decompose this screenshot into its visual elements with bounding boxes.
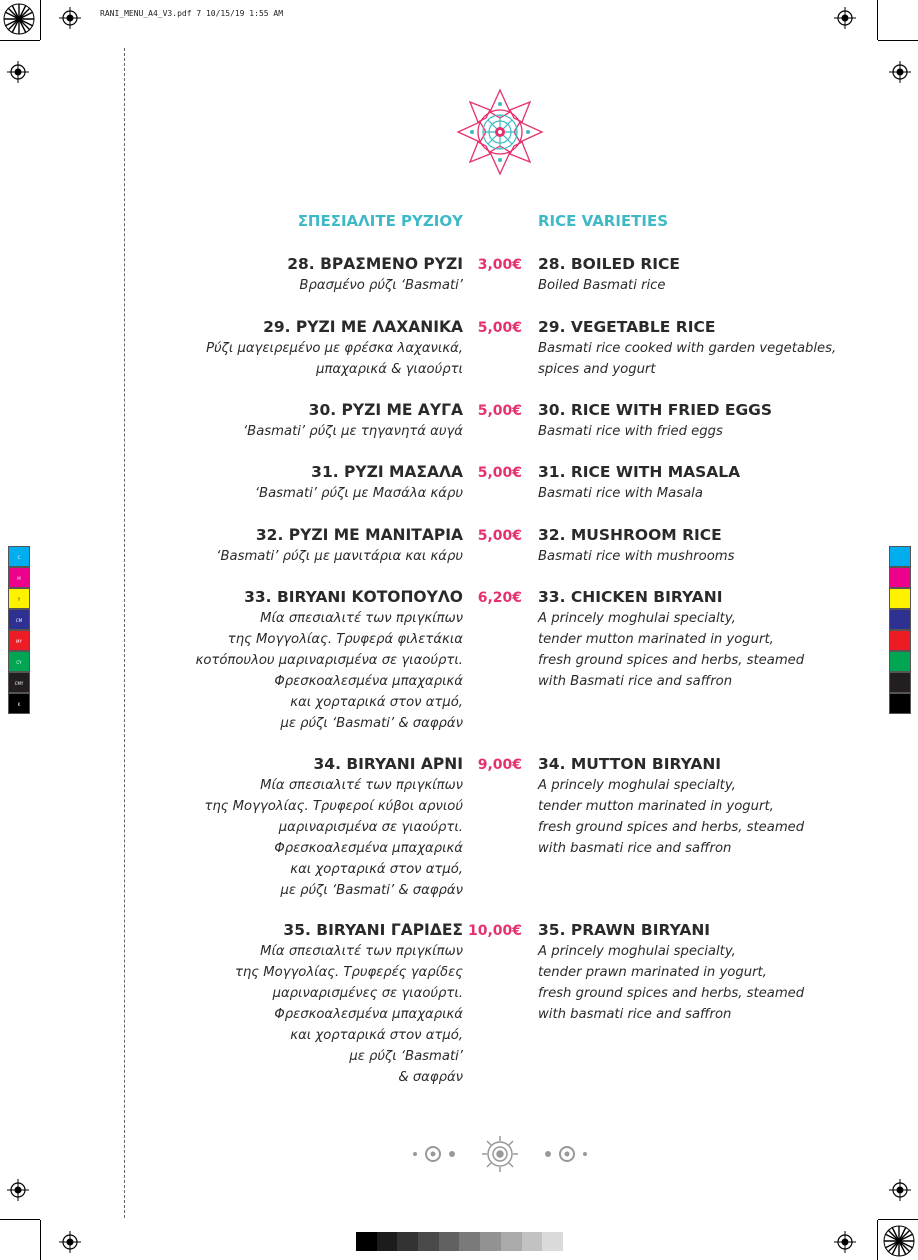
- crop-mark: [877, 1220, 878, 1260]
- crop-mark: [878, 1219, 918, 1220]
- menu-item-english: 35. PRAWN BIRYANI A princely moghulai specialty, tender prawn marinated in yogurt, fresh ground spices and herbs, steamed with basmati rice and saffron: [538, 921, 805, 1022]
- registration-mark-icon: [59, 1231, 81, 1253]
- grayscale-bar: [356, 1232, 563, 1251]
- english-section-header: RICE VARIETIES: [538, 212, 669, 230]
- menu-item-price: 5,00€: [477, 320, 522, 336]
- print-slug: RANI_MENU_A4_V3.pdf 7 10/15/19 1:55 AM: [100, 9, 284, 18]
- fold-line: [124, 48, 125, 1218]
- crop-mark: [0, 40, 40, 41]
- menu-item-english: 29. VEGETABLE RICE Basmati rice cooked with garden vegetables, spices and yogurt: [538, 318, 837, 377]
- menu-item-price: 5,00€: [477, 465, 522, 481]
- menu-item-greek: 30. ΡΥΖΙ ΜΕ ΑΥΓΑ ‘Basmati’ ρύζι με τηγανητά αυγά: [242, 401, 463, 439]
- menu-item-english: 33. CHICKEN BIRYANI A princely moghulai specialty, tender mutton marinated in yogurt, fresh ground spices and herbs, steamed with Basmati rice and saffron: [538, 588, 805, 689]
- menu-item-english: 32. MUSHROOM RICE Basmati rice with mushrooms: [538, 526, 735, 564]
- menu-item-english: 28. BOILED RICE Boiled Basmati rice: [538, 255, 681, 293]
- registration-mark-icon: [834, 7, 856, 29]
- starburst-target-icon: [2, 2, 36, 36]
- menu-item-greek: 34. BIRYANI ΑΡΝΙ Μία σπεσιαλιτέ των πριγκίπων της Μογγολίας. Τρυφεροί κύβοι αρνιού μαριναρισμένα σε γιαούρτι. Φρεσκοαλεσμένα μπαχαρικά και χορταρικά στον ατμό, με ρύζι ‘Basmati’ & σαφράν: [204, 755, 463, 898]
- crop-mark: [40, 0, 41, 40]
- menu-item-greek: 33. BIRYANI ΚΟΤΟΠΟΥΛΟ Μία σπεσιαλιτέ των πριγκίπων της Μογγολίας. Τρυφερά φιλετάκια κοτόπουλου μαριναρισμένα σε γιαούρτι. Φρεσκοαλεσμένα μπαχαρικά και χορταρικά στον ατμό, με ρύζι ‘Basmati’ & σαφράν: [195, 588, 463, 731]
- menu-item-english: 30. RICE WITH FRIED EGGS Basmati rice with fried eggs: [538, 401, 773, 439]
- registration-mark-icon: [59, 7, 81, 29]
- menu-item-price: 5,00€: [477, 403, 522, 419]
- crop-mark: [0, 1219, 40, 1220]
- menu-item-english: 31. RICE WITH MASALA Basmati rice with Masala: [538, 463, 741, 501]
- registration-mark-icon: [889, 1179, 911, 1201]
- menu-item-price: 3,00€: [477, 257, 522, 273]
- starburst-target-icon: [882, 1224, 916, 1258]
- crop-mark: [878, 40, 918, 41]
- menu-item-greek: 28. ΒΡΑΣΜΕΝΟ ΡΥΖΙ Βρασμένο ρύζι ‘Basmati’: [287, 255, 463, 293]
- menu-item-price: 5,00€: [477, 528, 522, 544]
- registration-mark-icon: [834, 1231, 856, 1253]
- menu-item-greek: 32. ΡΥΖΙ ΜΕ ΜΑΝΙΤΑΡΙΑ ‘Basmati’ ρύζι με μανιτάρια και κάρυ: [216, 526, 463, 564]
- registration-mark-icon: [889, 61, 911, 83]
- crop-mark: [877, 0, 878, 40]
- menu-item-price: 6,20€: [477, 590, 522, 606]
- color-bar-right: [889, 546, 911, 714]
- greek-section-header: ΣΠΕΣΙΑΛΙΤΕ ΡΥΖΙΟΥ: [297, 212, 463, 230]
- color-bar-left: C M Y CM MY CY CMY K: [8, 546, 30, 714]
- crop-mark: [40, 1220, 41, 1260]
- menu-item-greek: 29. ΡΥΖΙ ΜΕ ΛΑΧΑΝΙΚΑ Ρύζι μαγειρεμένο με φρέσκα λαχανικά, μπαχαρικά & γιαούρτι: [206, 318, 463, 377]
- menu-item-price: 10,00€: [467, 923, 522, 939]
- registration-mark-icon: [7, 1179, 29, 1201]
- menu-item-greek: 31. ΡΥΖΙ ΜΑΣΑΛΑ ‘Basmati’ ρύζι με Μασάλα κάρυ: [254, 463, 463, 501]
- menu-item-english: 34. MUTTON BIRYANI A princely moghulai specialty, tender mutton marinated in yogurt, fresh ground spices and herbs, steamed with basmati rice and saffron: [538, 755, 805, 856]
- registration-mark-icon: [7, 61, 29, 83]
- mandala-ornament-icon: [454, 86, 546, 178]
- menu-item-price: 9,00€: [477, 757, 522, 773]
- footer-ornament-icon: [410, 1134, 590, 1174]
- menu-item-greek: 35. BIRYANI ΓΑΡΙΔΕΣ Μία σπεσιαλιτέ των πριγκίπων της Μογγολίας. Τρυφερές γαρίδες μαριναρισμένες σε γιαούρτι. Φρεσκοαλεσμένα μπαχαρικά και χορταρικά στον ατμό, με ρύζι ‘Basmati’ & σαφράν: [234, 921, 463, 1085]
